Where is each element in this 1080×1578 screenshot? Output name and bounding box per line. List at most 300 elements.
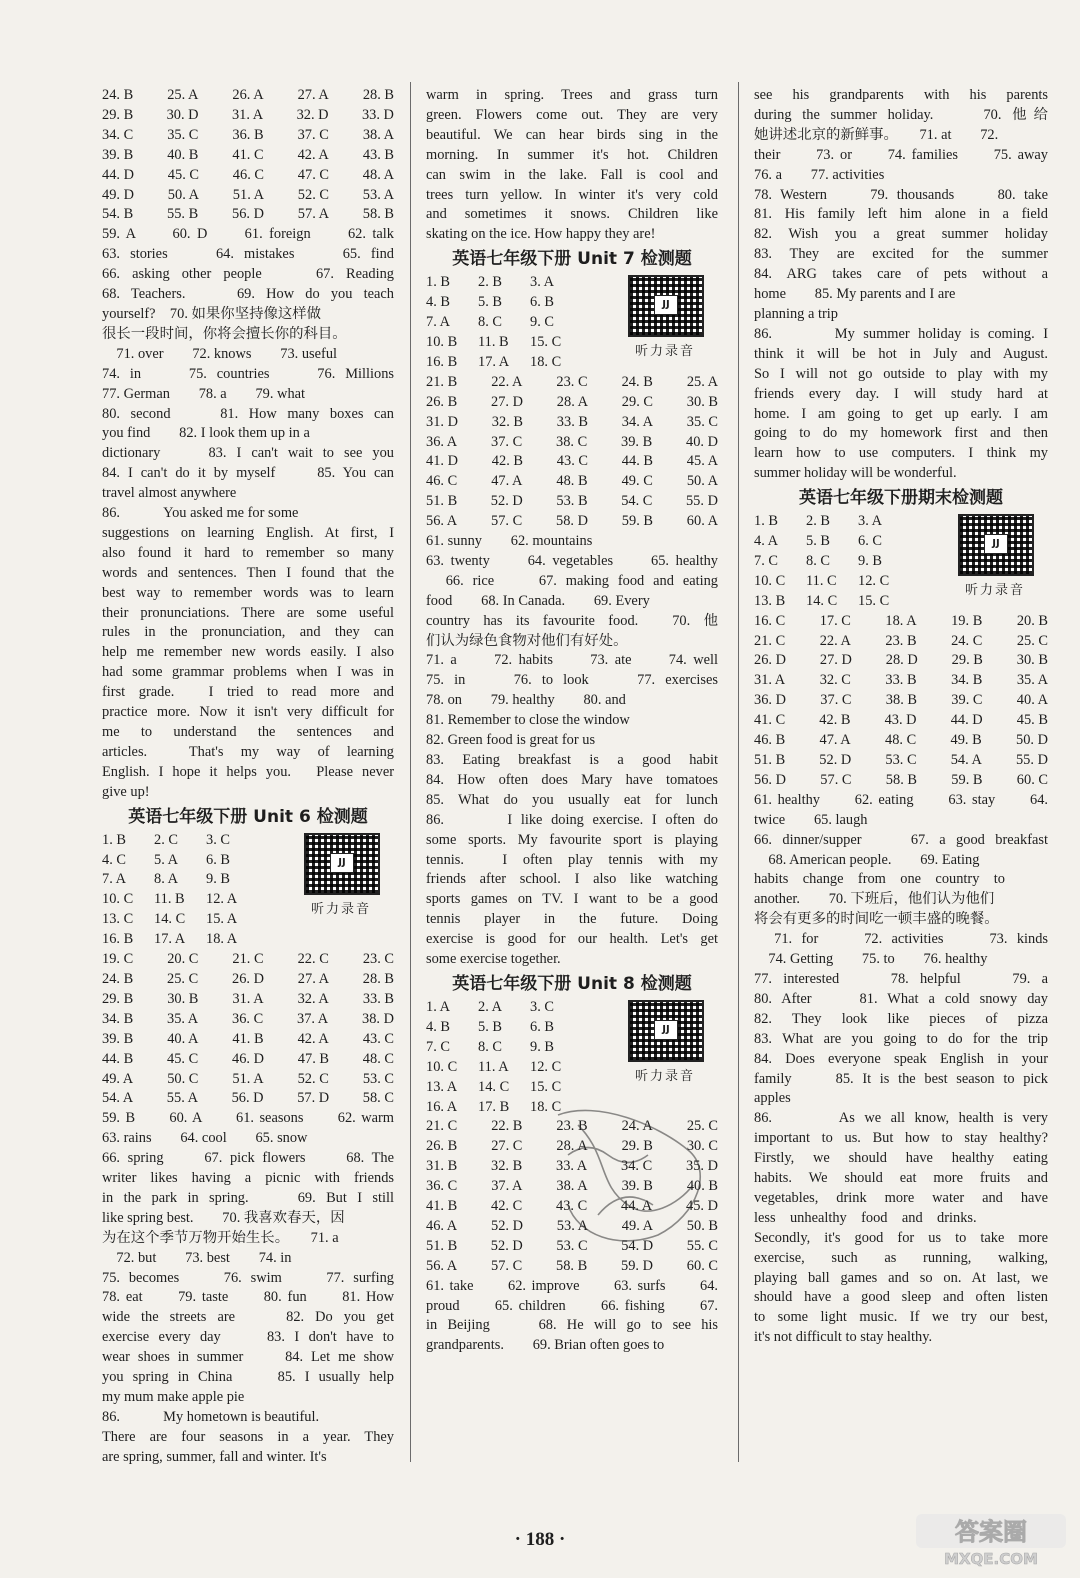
answer-line: rules in the pronunciation, and they can — [102, 624, 394, 641]
answer-item: 15. C — [530, 1078, 562, 1095]
answer-item: 38. B — [885, 692, 917, 709]
column-divider — [738, 82, 739, 1462]
answer-item: 38. A — [556, 1178, 588, 1195]
answer-item: 35. A — [1016, 672, 1048, 689]
answer-item: 7. A — [102, 871, 126, 888]
answer-item: 42. A — [297, 1030, 329, 1047]
answer-line: 78. on 79. healthy 80. and — [426, 692, 626, 709]
answer-line: 83. Eating breakfast is a good habit — [426, 752, 718, 768]
answer-item: 46. C — [232, 166, 264, 183]
answer-item: 48. B — [556, 473, 588, 490]
answer-line: trees turn yellow. In winter it's very cold — [426, 186, 718, 203]
answer-item: 37. A — [491, 1178, 523, 1195]
answer-item: 34. B — [951, 672, 983, 689]
answer-line: 83. They are excited for the summer — [754, 246, 1048, 263]
answer-item: 55. D — [685, 493, 718, 510]
answer-item: 39. C — [951, 692, 983, 709]
answer-item: 18. A — [885, 612, 917, 629]
answer-line: articles. That's my way of learning — [102, 743, 394, 760]
answer-item: 1. B — [102, 831, 126, 848]
answer-line: 84. ARG takes care of pets without a — [754, 266, 1048, 283]
answer-item: 60. C — [1016, 771, 1048, 788]
answer-line: 86. You asked me for some — [102, 505, 299, 522]
answer-item: 17. C — [819, 612, 851, 629]
answer-item: 4. B — [426, 294, 450, 311]
answer-item: 9. B — [206, 871, 230, 888]
answer-item: 51. A — [232, 1070, 264, 1087]
answer-row — [102, 1010, 394, 1030]
answer-item: 25. C — [686, 1118, 718, 1135]
answer-item: 46. B — [754, 732, 786, 749]
answer-row — [426, 1257, 718, 1277]
answer-item: 20. C — [167, 951, 199, 968]
column-divider — [410, 82, 411, 1462]
answer-item: 33. B — [885, 672, 917, 689]
answer-item: 44. B — [102, 1050, 134, 1067]
answer-item: 50. B — [686, 1217, 718, 1234]
answer-line: 74. in 75. countries 76. Millions — [102, 365, 394, 382]
answer-line: 为在这个季节万物开始生长。 71. a — [102, 1229, 339, 1246]
answer-line: 80. After 81. What a cold snowy day — [754, 990, 1048, 1007]
answer-block-with-qr — [426, 273, 718, 373]
answer-item: 40. B — [686, 1178, 718, 1195]
answer-item: 58. D — [556, 513, 588, 530]
answer-item: 23. B — [885, 632, 917, 649]
answer-line: tennis player in the future. Doing — [426, 911, 718, 928]
answer-row — [102, 186, 394, 206]
answer-item: 52. D — [490, 493, 523, 510]
answer-item: 60. A — [686, 513, 718, 530]
answer-item: 18. A — [206, 931, 238, 948]
answer-item: 21. C — [426, 1118, 458, 1135]
answer-item: 46. A — [426, 1217, 458, 1234]
answer-item: 34. B — [102, 1010, 134, 1027]
answer-item: 18. C — [530, 1098, 562, 1115]
answer-item: 22. A — [819, 632, 851, 649]
answer-row — [754, 751, 1048, 771]
page-number: · 188 · — [514, 1529, 566, 1550]
answer-item: 24. B — [621, 373, 653, 390]
qr-code-icon — [958, 514, 1034, 576]
answer-item: 26. B — [426, 393, 458, 410]
answer-line: best way to remember words was to learn — [102, 584, 394, 601]
answer-line: and sometimes it snows. Children like — [426, 206, 718, 223]
answer-line: 71. a 72. habits 73. ate 74. well — [426, 652, 718, 669]
answer-item: 2. B — [806, 513, 830, 530]
answer-item: 24. A — [621, 1118, 653, 1135]
answer-item: 8. C — [478, 1038, 502, 1055]
answer-item: 16. C — [754, 612, 786, 629]
answer-item: 41. C — [754, 712, 786, 729]
answer-line: should have a good sleep and often listen — [754, 1289, 1048, 1306]
answer-item: 56. D — [232, 206, 264, 223]
answer-item: 2. C — [154, 831, 178, 848]
answer-line: like spring best. 70. 我喜欢春天，因 — [102, 1209, 345, 1226]
answer-row — [754, 632, 1048, 652]
answer-item: 49. D — [102, 186, 134, 203]
answer-item: 27. D — [491, 393, 523, 410]
answer-item: 1. B — [426, 274, 450, 291]
answer-item: 10. C — [426, 1058, 458, 1075]
answer-item: 35. D — [686, 1158, 718, 1175]
answer-item: 40. B — [167, 146, 199, 163]
answer-item: 23. B — [556, 1118, 588, 1135]
answer-item: 5. B — [478, 1018, 502, 1035]
answer-item: 34. C — [621, 1158, 653, 1175]
answer-line: There are four seasons in a year. They — [102, 1428, 394, 1445]
answer-item: 49. B — [950, 732, 982, 749]
answer-line: yourself? 70. 如果你坚持像这样做 — [102, 305, 322, 322]
answer-line: see his grandparents with his parents — [754, 87, 1048, 103]
answer-line: think it will be hot in July and August. — [754, 345, 1048, 362]
answer-item: 2. A — [478, 998, 502, 1015]
qr-code-icon — [628, 275, 704, 337]
answer-item: 6. C — [858, 533, 882, 550]
answer-row — [426, 452, 718, 472]
answer-item: 44. D — [950, 712, 983, 729]
answer-row — [102, 1030, 394, 1050]
answer-item: 43. B — [362, 146, 394, 163]
svg-text:MXQE.COM: MXQE.COM — [944, 1550, 1038, 1568]
answer-line: you spring in China 85. I usually help — [102, 1369, 394, 1386]
answer-line: wear shoes in summer 84. Let me show — [102, 1349, 394, 1366]
answer-line: Secondly, it's good for us to take more — [754, 1229, 1048, 1246]
answer-item: 10. B — [426, 333, 458, 350]
answer-line: 68. Teachers. 69. How do you teach — [102, 286, 394, 303]
answer-item: 26. B — [426, 1138, 458, 1155]
answer-item: 15. C — [858, 592, 890, 609]
qr-code-icon — [628, 1000, 704, 1062]
answer-item: 12. C — [530, 1058, 562, 1075]
answer-item: 44. A — [621, 1198, 653, 1215]
answer-line: 82. They look like pieces of pizza — [754, 1010, 1048, 1027]
answer-item: 59. B — [951, 771, 983, 788]
answer-item: 53. C — [362, 1070, 394, 1087]
answer-item: 54. A — [102, 1090, 134, 1107]
answer-line: some exercise together. — [426, 951, 561, 968]
answer-line: 59. A 60. D 61. foreign 62. talk — [102, 226, 394, 243]
answer-row — [102, 950, 394, 970]
answer-item: 17. A — [478, 353, 510, 370]
answer-item: 42. C — [491, 1198, 523, 1215]
answer-line: exercise is good for our health. Let's get — [426, 931, 718, 948]
answer-line: playing ball games and so on. At last, we — [754, 1269, 1048, 1286]
answer-item: 40. A — [167, 1030, 199, 1047]
answer-item: 4. B — [426, 1018, 450, 1035]
answer-row — [102, 970, 394, 990]
answer-line: warm in spring. Trees and grass turn — [426, 87, 718, 103]
answer-item: 15. C — [530, 333, 562, 350]
answer-row — [426, 373, 718, 393]
answer-item: 3. C — [530, 998, 554, 1015]
answer-line: travel almost anywhere — [102, 485, 237, 502]
answer-line: 75. becomes 76. swim 77. surfing — [102, 1269, 394, 1286]
answer-item: 59. D — [621, 1257, 653, 1274]
listening-qr — [304, 833, 378, 917]
answer-item: 36. A — [426, 433, 458, 450]
answer-line: friends after school. I also like watching — [426, 871, 718, 888]
answer-row — [426, 512, 718, 532]
answer-line: 83. What are you going to do for the trip — [754, 1030, 1048, 1047]
answer-row — [426, 492, 718, 512]
answer-item: 43. D — [884, 712, 917, 729]
answer-line: you find 82. I look them up in a — [102, 425, 310, 442]
answer-item: 51. B — [426, 493, 458, 510]
answer-item: 58. B — [556, 1257, 588, 1274]
answer-line: 63. rains 64. cool 65. snow — [102, 1130, 308, 1147]
answer-item: 17. A — [154, 931, 186, 948]
answer-line: 80. second 81. How many boxes can — [102, 405, 394, 422]
answer-item: 43. C — [362, 1030, 394, 1047]
answer-row — [754, 651, 1048, 671]
answer-line: 们认为绿色食物对他们有好处。 — [426, 632, 628, 649]
answer-line: 76. a 77. activities — [754, 166, 885, 183]
answer-line: some sports. My favourite sport is playing — [426, 831, 718, 848]
answer-item: 18. C — [530, 353, 562, 370]
answer-item: 3. A — [858, 513, 882, 530]
answer-block-with-qr — [102, 831, 394, 950]
answer-item: 35. C — [167, 126, 199, 143]
answer-item: 26. D — [754, 652, 786, 669]
qr-label: 听力录音 — [634, 344, 695, 360]
answer-item: 21. B — [426, 373, 458, 390]
answer-item: 17. B — [478, 1098, 510, 1115]
answer-item: 49. A — [102, 1070, 134, 1087]
answer-line: 71. for 72. activities 73. kinds — [754, 931, 1048, 948]
answer-line: 66. dinner/supper 67. a good breakfast — [754, 831, 1048, 848]
answer-line: 85. What do you usually eat for lunch — [426, 791, 718, 808]
answer-item: 28. D — [885, 652, 918, 669]
answer-item: 3. C — [206, 831, 230, 848]
answer-item: 22. B — [491, 1118, 523, 1135]
answer-item: 32. B — [491, 413, 523, 430]
answer-item: 54. B — [102, 206, 134, 223]
answer-item: 30. C — [686, 1138, 718, 1155]
answer-row — [754, 731, 1048, 751]
answer-item: 39. B — [621, 433, 653, 450]
answer-line: home. I am going to get up early. I am — [754, 405, 1048, 422]
answer-item: 43. C — [556, 1198, 588, 1215]
answer-line: green. Flowers come out. They are very — [426, 106, 718, 123]
answer-item: 32. C — [819, 672, 851, 689]
answer-line: are spring, summer, fall and winter. It's — [102, 1448, 327, 1465]
answer-item: 24. B — [102, 87, 134, 103]
answer-item: 27. A — [297, 970, 329, 987]
answer-line: 77. interested 78. helpful 79. a — [754, 970, 1048, 987]
answer-row — [102, 1089, 394, 1109]
answer-line: can swim in the lake. Fall is cool and — [426, 166, 718, 183]
answer-row — [102, 205, 394, 225]
answer-item: 38. A — [362, 126, 394, 143]
answer-item: 37. C — [297, 126, 329, 143]
answer-item: 3. A — [530, 274, 554, 291]
answer-line: 81. Remember to close the window — [426, 712, 630, 729]
handwritten-scribble — [538, 1095, 728, 1255]
answer-item: 21. C — [232, 951, 264, 968]
answer-row — [754, 691, 1048, 711]
answer-line: to some light music. If we try our best, — [754, 1309, 1048, 1326]
answer-item: 29. B — [102, 106, 134, 123]
answer-item: 5. B — [806, 533, 830, 550]
answer-item: 14. C — [154, 911, 186, 928]
answer-item: 52. D — [490, 1237, 523, 1254]
listening-qr — [628, 275, 702, 359]
answer-item: 50. A — [686, 473, 718, 490]
answer-line: twice 65. laugh — [754, 811, 868, 828]
answer-row — [102, 1070, 394, 1090]
answer-item: 37. A — [297, 1010, 329, 1027]
answer-item: 39. B — [102, 1030, 134, 1047]
section-title: 英语七年级下册期末检测题 — [799, 488, 1003, 509]
answer-line: habits. We should eat more fruits and — [754, 1170, 1048, 1187]
answer-line: country has its favourite food. 70. 他 — [426, 612, 718, 629]
answer-item: 53. A — [362, 186, 394, 203]
answer-item: 57. A — [297, 206, 329, 223]
answer-line: 71. over 72. knows 73. useful — [102, 345, 338, 362]
answer-item: 12. A — [206, 891, 238, 908]
answer-item: 45. B — [1016, 712, 1048, 729]
answer-line: family 85. It is the best season to pick — [754, 1070, 1048, 1087]
answer-item: 41. C — [232, 146, 264, 163]
answer-item: 1. B — [754, 513, 778, 530]
answer-line: going to do my homework first and then — [754, 425, 1048, 442]
answer-item: 59. B — [621, 513, 653, 530]
answer-item: 51. B — [426, 1237, 458, 1254]
answer-item: 56. D — [754, 771, 786, 788]
answer-line: less unhealthy food and drinks. — [754, 1209, 977, 1226]
answer-line: food 68. In Canada. 69. Every — [426, 592, 650, 609]
answer-item: 53. C — [556, 1237, 588, 1254]
answer-item: 29. B — [621, 1138, 653, 1155]
answer-item: 12. C — [858, 572, 890, 589]
answer-item: 58. B — [362, 206, 394, 223]
answer-item: 19. B — [951, 612, 983, 629]
answer-item: 37. C — [820, 692, 852, 709]
answer-item: 32. D — [296, 106, 329, 123]
answer-line: 63. stories 64. mistakes 65. find — [102, 246, 394, 263]
answer-line: sports games on TV. I want to be a good — [426, 891, 718, 908]
answer-line: So I will not go outside to play with my — [754, 365, 1048, 382]
answer-item: 6. B — [530, 294, 554, 311]
answer-line: 86. I like doing exercise. I often do — [426, 811, 718, 828]
answer-item: 49. C — [621, 473, 653, 490]
answer-item: 47. C — [297, 166, 329, 183]
answer-item: 54. C — [621, 493, 653, 510]
answer-block-with-qr — [754, 512, 1048, 612]
qr-label: 听力录音 — [310, 901, 371, 917]
answer-item: 29. C — [621, 393, 653, 410]
answer-item: 28. B — [362, 87, 394, 103]
answer-item: 45. C — [167, 166, 199, 183]
answer-item: 52. C — [297, 186, 329, 203]
answer-item: 41. D — [426, 453, 458, 470]
answer-line: 84. Does everyone speak English in your — [754, 1050, 1048, 1067]
answer-item: 42. A — [297, 146, 329, 163]
answer-item: 27. C — [491, 1138, 523, 1155]
answer-line: 77. German 78. a 79. what — [102, 385, 306, 402]
answer-line: apples — [754, 1090, 791, 1107]
answer-item: 4. A — [754, 533, 778, 550]
answer-line: summer holiday will be wonderful. — [754, 465, 957, 482]
answer-item: 53. B — [556, 493, 588, 510]
answer-item: 37. C — [491, 433, 523, 450]
answer-line: 68. American people. 69. Eating — [754, 851, 980, 868]
answer-item: 46. C — [426, 473, 458, 490]
answer-item: 57. D — [297, 1090, 330, 1107]
answer-item: 5. B — [478, 294, 502, 311]
answer-item: 34. A — [621, 413, 653, 430]
answer-item: 27. A — [297, 87, 329, 103]
answer-line: first grade. I tried to read more and — [102, 684, 394, 701]
answer-item: 30. B — [686, 393, 718, 410]
answer-row — [754, 711, 1048, 731]
answer-line: also found it hard to remember so many — [102, 544, 394, 561]
answer-row — [102, 106, 394, 126]
answer-item: 41. B — [426, 1198, 458, 1215]
answer-item: 28. A — [556, 1138, 588, 1155]
answer-item: 42. B — [819, 712, 851, 729]
answer-item: 29. B — [951, 652, 983, 669]
answer-item: 57. C — [820, 771, 852, 788]
answer-line: 66. asking other people 67. Reading — [102, 266, 394, 283]
qr-code-icon — [304, 833, 380, 895]
answer-item: 45. C — [167, 1050, 199, 1067]
answer-line: exercise every day 83. I don't have to — [102, 1329, 394, 1346]
answer-item: 28. A — [556, 393, 588, 410]
answer-item: 57. C — [491, 513, 523, 530]
answer-item: 25. C — [167, 970, 199, 987]
answer-line: 很长一段时间，你将会擅长你的科目。 — [102, 325, 347, 342]
answer-line: learn how to use computers. I think my — [754, 445, 1048, 462]
answer-line: English. I hope it helps you. Please never — [102, 763, 394, 780]
qr-label: 听力录音 — [634, 1068, 695, 1084]
answer-item: 52. D — [819, 752, 852, 768]
answer-line: 84. How often does Mary have tomatoes — [426, 771, 718, 788]
answer-line: Firstly, we should have healthy eating — [754, 1150, 1048, 1167]
answer-line: in Beijing 68. He will go to see his — [426, 1317, 718, 1334]
answer-item: 55. A — [166, 1090, 198, 1107]
answer-row — [102, 126, 394, 146]
answer-line: 72. but 73. best 74. in — [102, 1249, 292, 1266]
answer-line: planning a trip — [754, 305, 838, 322]
answer-item: 19. C — [102, 951, 134, 968]
answer-item: 55. B — [167, 206, 199, 223]
answer-line: 将会有更多的时间吃一顿丰盛的晚餐。 — [754, 911, 999, 928]
answer-line: had some grammar problems when I was in — [102, 664, 394, 681]
answer-item: 60. C — [686, 1257, 718, 1274]
column-right — [754, 86, 1048, 1348]
answer-item: 31. A — [232, 990, 264, 1007]
answer-item: 40. A — [1016, 692, 1048, 709]
answer-item: 11. B — [478, 333, 509, 350]
answer-item: 33. B — [556, 413, 588, 430]
answer-item: 53. A — [556, 1217, 588, 1234]
answer-item: 9. B — [858, 552, 882, 569]
svg-text:答案圈: 答案圈 — [955, 1518, 1027, 1546]
answer-item: 52. C — [297, 1070, 329, 1087]
answer-item: 44. B — [621, 453, 653, 470]
answer-item: 31. A — [231, 106, 264, 123]
answer-item: 9. B — [530, 1038, 554, 1055]
answer-line: 74. Getting 75. to 76. healthy — [754, 951, 988, 968]
answer-line: give up! — [102, 783, 150, 800]
answer-item: 46. D — [232, 1050, 264, 1067]
answer-item: 36. B — [232, 126, 264, 143]
answer-item: 13. C — [102, 911, 134, 928]
answer-line: 75. in 76. to look 77. exercises — [426, 672, 718, 689]
answer-line: in the park in spring. 69. But I still — [102, 1189, 394, 1206]
answer-item: 16. A — [426, 1098, 458, 1115]
